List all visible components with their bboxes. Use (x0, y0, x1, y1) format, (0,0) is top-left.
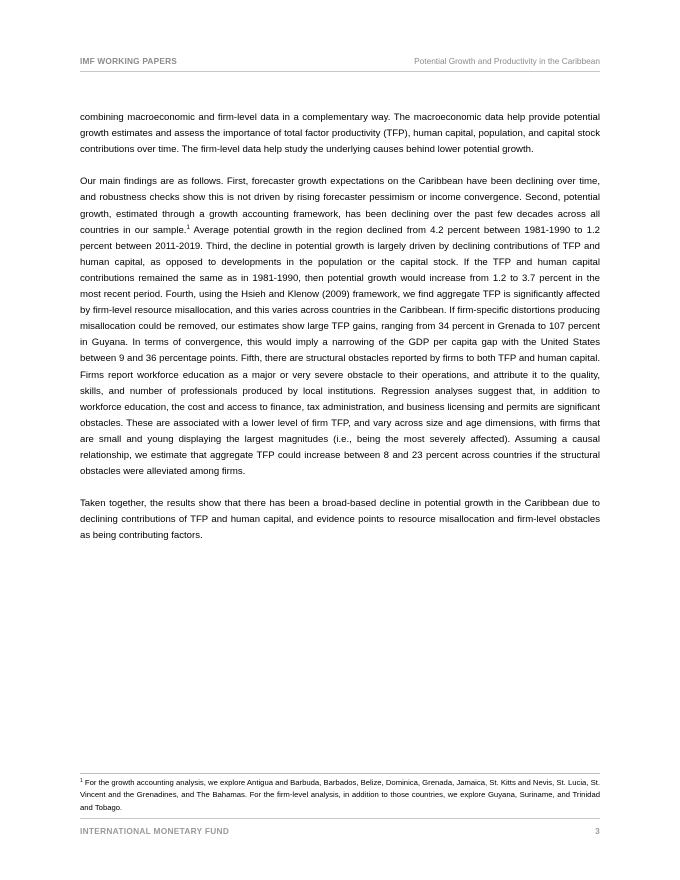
footnote-divider (80, 773, 600, 774)
page-footer (80, 826, 600, 836)
footnote-text: For the growth accounting analysis, we explore Antigua and Barbuda, Barbados, Belize, Dominica, Grenada, Jamaica, St. Kitts and Nevis, St. Lucia, St. Vincent and the Grenadines, and The Bahamas. For the firm-level analysis, in addition to those countries, we explore Guyana, Suriname, and Trinidad and Tobago. (80, 778, 600, 812)
footnote-number: 1 (80, 778, 83, 784)
findings-text-part2: Average potential growth in the region declined from 4.2 percent between 1981-1990 to 1.2 percent between 2011-2019. Third, the decline in potential growth is largely driven by declining contributions of TFP and human capital, as opposed to developments in the population or the capital stock. If the TFP and human capital contributions remained the same as in 1981-1990, then potential growth would increase from 1.2 to 3.7 percent in the most recent period. Fourth, using the Hsieh and Klenow (2009) framework, we find aggregate TFP is significantly affected by firm-level resource misallocation, and this varies across countries in the Caribbean. If firm-specific distortions producing misallocation could be removed, our estimates show large TFP gains, ranging from 34 percent in Grenada to 107 percent in Guyana. In terms of convergence, this would imply a narrowing of the GDP per capita gap with the United States between 9 and 36 percentage points. Fifth, there are structural obstacles reported by firms to both TFP and human capital. Firms report workforce education as a major or very severe obstacle to their operations, and attribute it to the quality, skills, and number of professionals produced by local institutions. Regression analyses suggest that, in addition to workforce education, the cost and access to finance, tax administration, and business licensing and permits are significant obstacles. These are associated with a lower level of firm TFP, and vary across size and age dimensions, with firms that are small and young displaying the largest magnitudes (i.e., being the most severely affected). Assuming a causal relationship, we estimate that aggregate TFP could increase between 8 and 23 percent across countries if the structural obstacles were alleviated among firms. (80, 224, 600, 478)
page-number: 3 (595, 826, 600, 836)
paragraph-findings (80, 174, 600, 480)
series-label: IMF WORKING PAPERS (80, 56, 178, 66)
paragraph-conclusion: Taken together, the results show that there has been a broad-based decline in potential growth in the Caribbean due to declining contributions of TFP and human capital, and evidence points to resource misallocation and firm-level obstacles as being contributing factors. (80, 498, 600, 542)
header-divider (80, 71, 600, 72)
footer-divider (80, 818, 600, 819)
footnote (80, 777, 600, 814)
running-title: Potential Growth and Productivity in the Caribbean (414, 56, 600, 66)
findings-text-part1: Our main findings are as follows. First, forecaster growth expectations on the Caribbean have been declining over time, and robustness checks show this is not driven by rising forecaster pessimism or income convergence. Second, potential growth, estimated through a growth accounting framework, has been declining over the past few decades across all countries in our sample. (80, 176, 600, 236)
paragraph-intro: combining macroeconomic and firm-level data in a complementary way. The macroeconomic data help provide potential growth estimates and assess the importance of total factor productivity (TFP), human capital, population, and capital stock contributions over time. The firm-level data help study the underlying causes behind lower potential growth. (80, 112, 600, 156)
footnote-ref[interactable]: 1 (186, 224, 190, 231)
publisher-label: INTERNATIONAL MONETARY FUND (80, 826, 230, 836)
main-text (80, 110, 600, 561)
